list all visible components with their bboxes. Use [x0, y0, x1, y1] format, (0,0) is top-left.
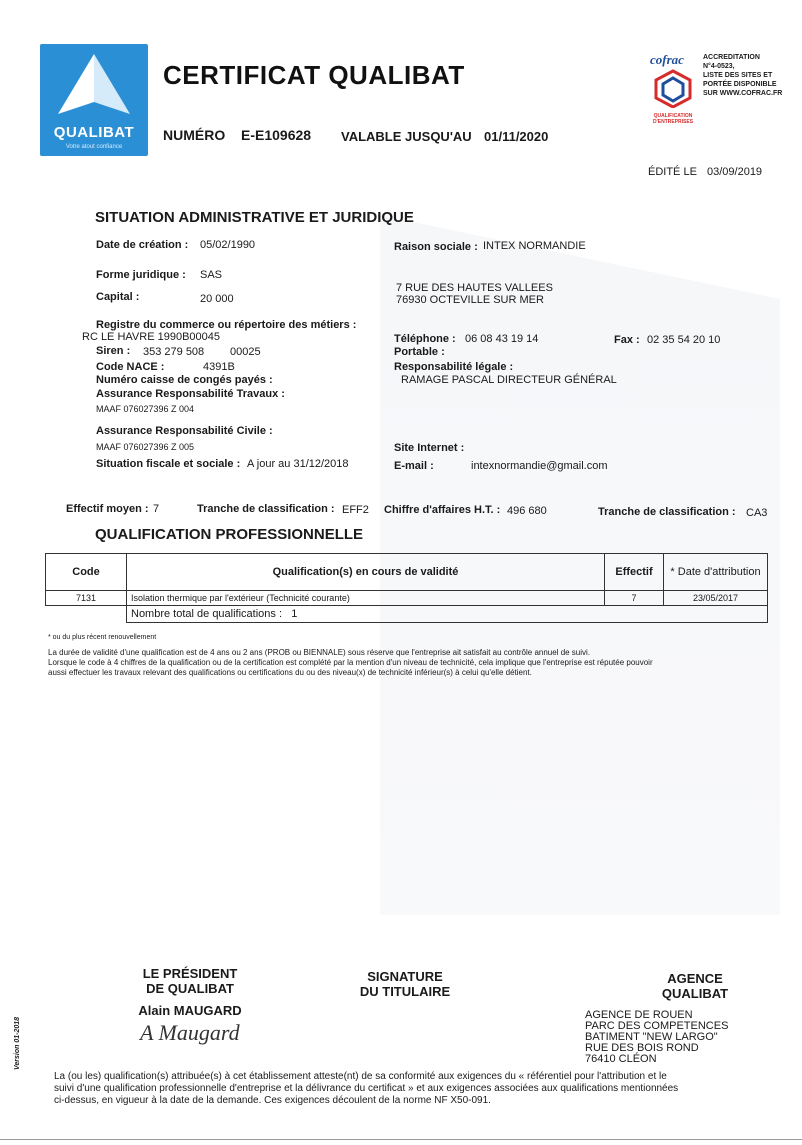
footer-text: La (ou les) qualification(s) attribuée(s) à cet établissement atteste(nt) de sa conformité aux exigences du « référentiel pour l'attribution et le suivi d'une qualification professionnelle d'entreprise et la délivrance du certificat » et aux exigences associées aux qualifications mentionnées ci-dessus, en vigueur à la date de la demande. Ces exigences découlent de la norme NF X50-091. [54, 1071, 679, 1106]
titulaire-title: SIGNATURE DU TITULAIRE [359, 969, 451, 999]
tranche2-value: CA3 [746, 507, 768, 519]
table-row [46, 591, 768, 606]
table-header-row [46, 554, 768, 591]
rt-value: MAAF 076027396 Z 004 [96, 404, 195, 414]
tel-value: 06 08 43 19 14 [465, 333, 539, 345]
col-date: * Date d'attribution [664, 554, 768, 591]
agence-title: AGENCE QUALIBAT [661, 971, 729, 1001]
page-title: CERTIFICAT QUALIBAT [163, 60, 465, 90]
col-effectif: Effectif [605, 554, 664, 591]
rt-label: Assurance Responsabilité Travaux : [96, 388, 285, 400]
registre-value: RC LE HAVRE 1990B00045 [82, 331, 220, 343]
qualification-table [45, 553, 768, 623]
ca-label: Chiffre d'affaires H.T. : [384, 504, 501, 516]
version-label: Version 01-2018 [14, 1016, 21, 1070]
raison-label: Raison sociale : [394, 241, 478, 253]
fax-value: 02 35 54 20 10 [647, 334, 721, 346]
forme-value: SAS [200, 269, 223, 281]
agence-address: AGENCE DE ROUEN PARC DES COMPETENCES BATIMENT "NEW LARGO" RUE DES BOIS ROND 76410 CLÉON [585, 1009, 729, 1065]
valable-label: VALABLE JUSQU'AU [341, 129, 472, 144]
email-link[interactable]: intexnormandie@gmail.com [471, 460, 608, 472]
president-title: LE PRÉSIDENT DE QUALIBAT [142, 966, 238, 996]
siren-label: Siren : [96, 345, 131, 357]
row-code: 7131 [46, 591, 127, 606]
qualification-heading: QUALIFICATION PROFESSIONNELLE [95, 526, 364, 543]
logo-word: QUALIBAT [53, 124, 135, 141]
forme-label: Forme juridique : [96, 269, 186, 281]
caisse-label: Numéro caisse de congés payés : [96, 374, 273, 386]
rc-value: MAAF 076027396 Z 005 [96, 442, 195, 452]
capital-value: 20 000 [200, 293, 234, 305]
raison-value: INTEX NORMANDIE [483, 240, 586, 252]
address-line2: 76930 OCTEVILLE SUR MER [396, 294, 544, 306]
fiscale-label: Situation fiscale et sociale : [96, 458, 241, 470]
edite-label: ÉDITÉ LE [648, 166, 697, 178]
numero-value: E-E109628 [241, 127, 312, 143]
siren-suffix: 00025 [230, 346, 261, 358]
capital-label: Capital : [96, 291, 140, 303]
cofrac-hexagon-icon [650, 68, 696, 108]
footnote-star: * ou du plus récent renouvellement [48, 634, 157, 641]
cofrac-brand: cofrac [650, 52, 684, 67]
registre-label: Registre du commerce ou répertoire des métiers : [96, 319, 357, 331]
tranche2-label: Tranche de classification : [598, 506, 736, 518]
resp-label: Responsabilité légale : [394, 361, 514, 373]
total-label: Nombre total de qualifications : [131, 608, 283, 620]
nace-value: 4391B [203, 361, 235, 373]
col-qualification: Qualification(s) en cours de validité [127, 554, 605, 591]
tranche1-label: Tranche de classification : [197, 503, 335, 515]
bottom-divider [0, 1139, 802, 1140]
email-label: E-mail : [394, 460, 434, 472]
fiscale-value: A jour au 31/12/2018 [247, 458, 349, 470]
address-line1: 7 RUE DES HAUTES VALLEES [396, 282, 553, 294]
qualibat-logo [40, 44, 148, 156]
qualification-notes: La durée de validité d'une qualification est de 4 ans ou 2 ans (PROB ou BIENNALE) sous réserve que l'entreprise ait satisfait au contrôle annuel de suivi. Lorsque le code à 4 chiffres de la qualification ou de la certification est complété par la mention d'un niveau de technicité, cela implique que l'entreprise est réputée pouvoir aussi effectuer les travaux relevant des qualifications ou certifications du ou des niveau(x) de technicité inférieur(s) à celui qu'elle détient. [48, 648, 653, 677]
numero-label: NUMÉRO [163, 127, 226, 143]
date-creation-label: Date de création : [96, 239, 189, 251]
cofrac-sub: QUALIFICATION D'ENTREPRISES [652, 113, 694, 125]
cofrac-logo [650, 52, 696, 124]
tranche1-value: EFF2 [342, 504, 369, 516]
logo-tagline: Votre atout confiance [65, 144, 123, 150]
site-label: Site Internet : [394, 442, 465, 454]
date-creation-value: 05/02/1990 [200, 239, 256, 251]
triangle-logo-icon [40, 44, 148, 124]
cofrac-accreditation: ACCREDITATION N°4-0523, LISTE DES SITES ET PORTÉE DISPONIBLE SUR WWW.COFRAC.FR [703, 54, 783, 97]
edite-value: 03/09/2019 [707, 166, 763, 178]
resp-value: RAMAGE PASCAL DIRECTEUR GÉNÉRAL [401, 374, 617, 386]
president-signature: A Maugard [140, 1020, 240, 1045]
row-effectif: 7 [605, 591, 664, 606]
siren-value: 353 279 508 [143, 346, 205, 358]
effectif-label: Effectif moyen : [66, 503, 149, 515]
total-value: 1 [291, 608, 298, 620]
tel-label: Téléphone : [394, 333, 456, 345]
president-name: Alain MAUGARD [138, 1003, 242, 1018]
situation-heading: SITUATION ADMINISTRATIVE ET JURIDIQUE [95, 209, 414, 226]
total-row [46, 606, 768, 623]
nace-label: Code NACE : [96, 361, 165, 373]
row-label: Isolation thermique par l'extérieur (Technicité courante) [127, 591, 605, 606]
total-cell [127, 606, 768, 623]
rc-label: Assurance Responsabilité Civile : [96, 425, 273, 437]
fax-label: Fax : [614, 334, 640, 346]
effectif-value: 7 [153, 503, 160, 515]
portable-label: Portable : [394, 346, 445, 358]
row-date: 23/05/2017 [664, 591, 768, 606]
valable-value: 01/11/2020 [484, 129, 549, 144]
ca-value: 496 680 [507, 505, 547, 517]
col-code: Code [46, 554, 127, 591]
